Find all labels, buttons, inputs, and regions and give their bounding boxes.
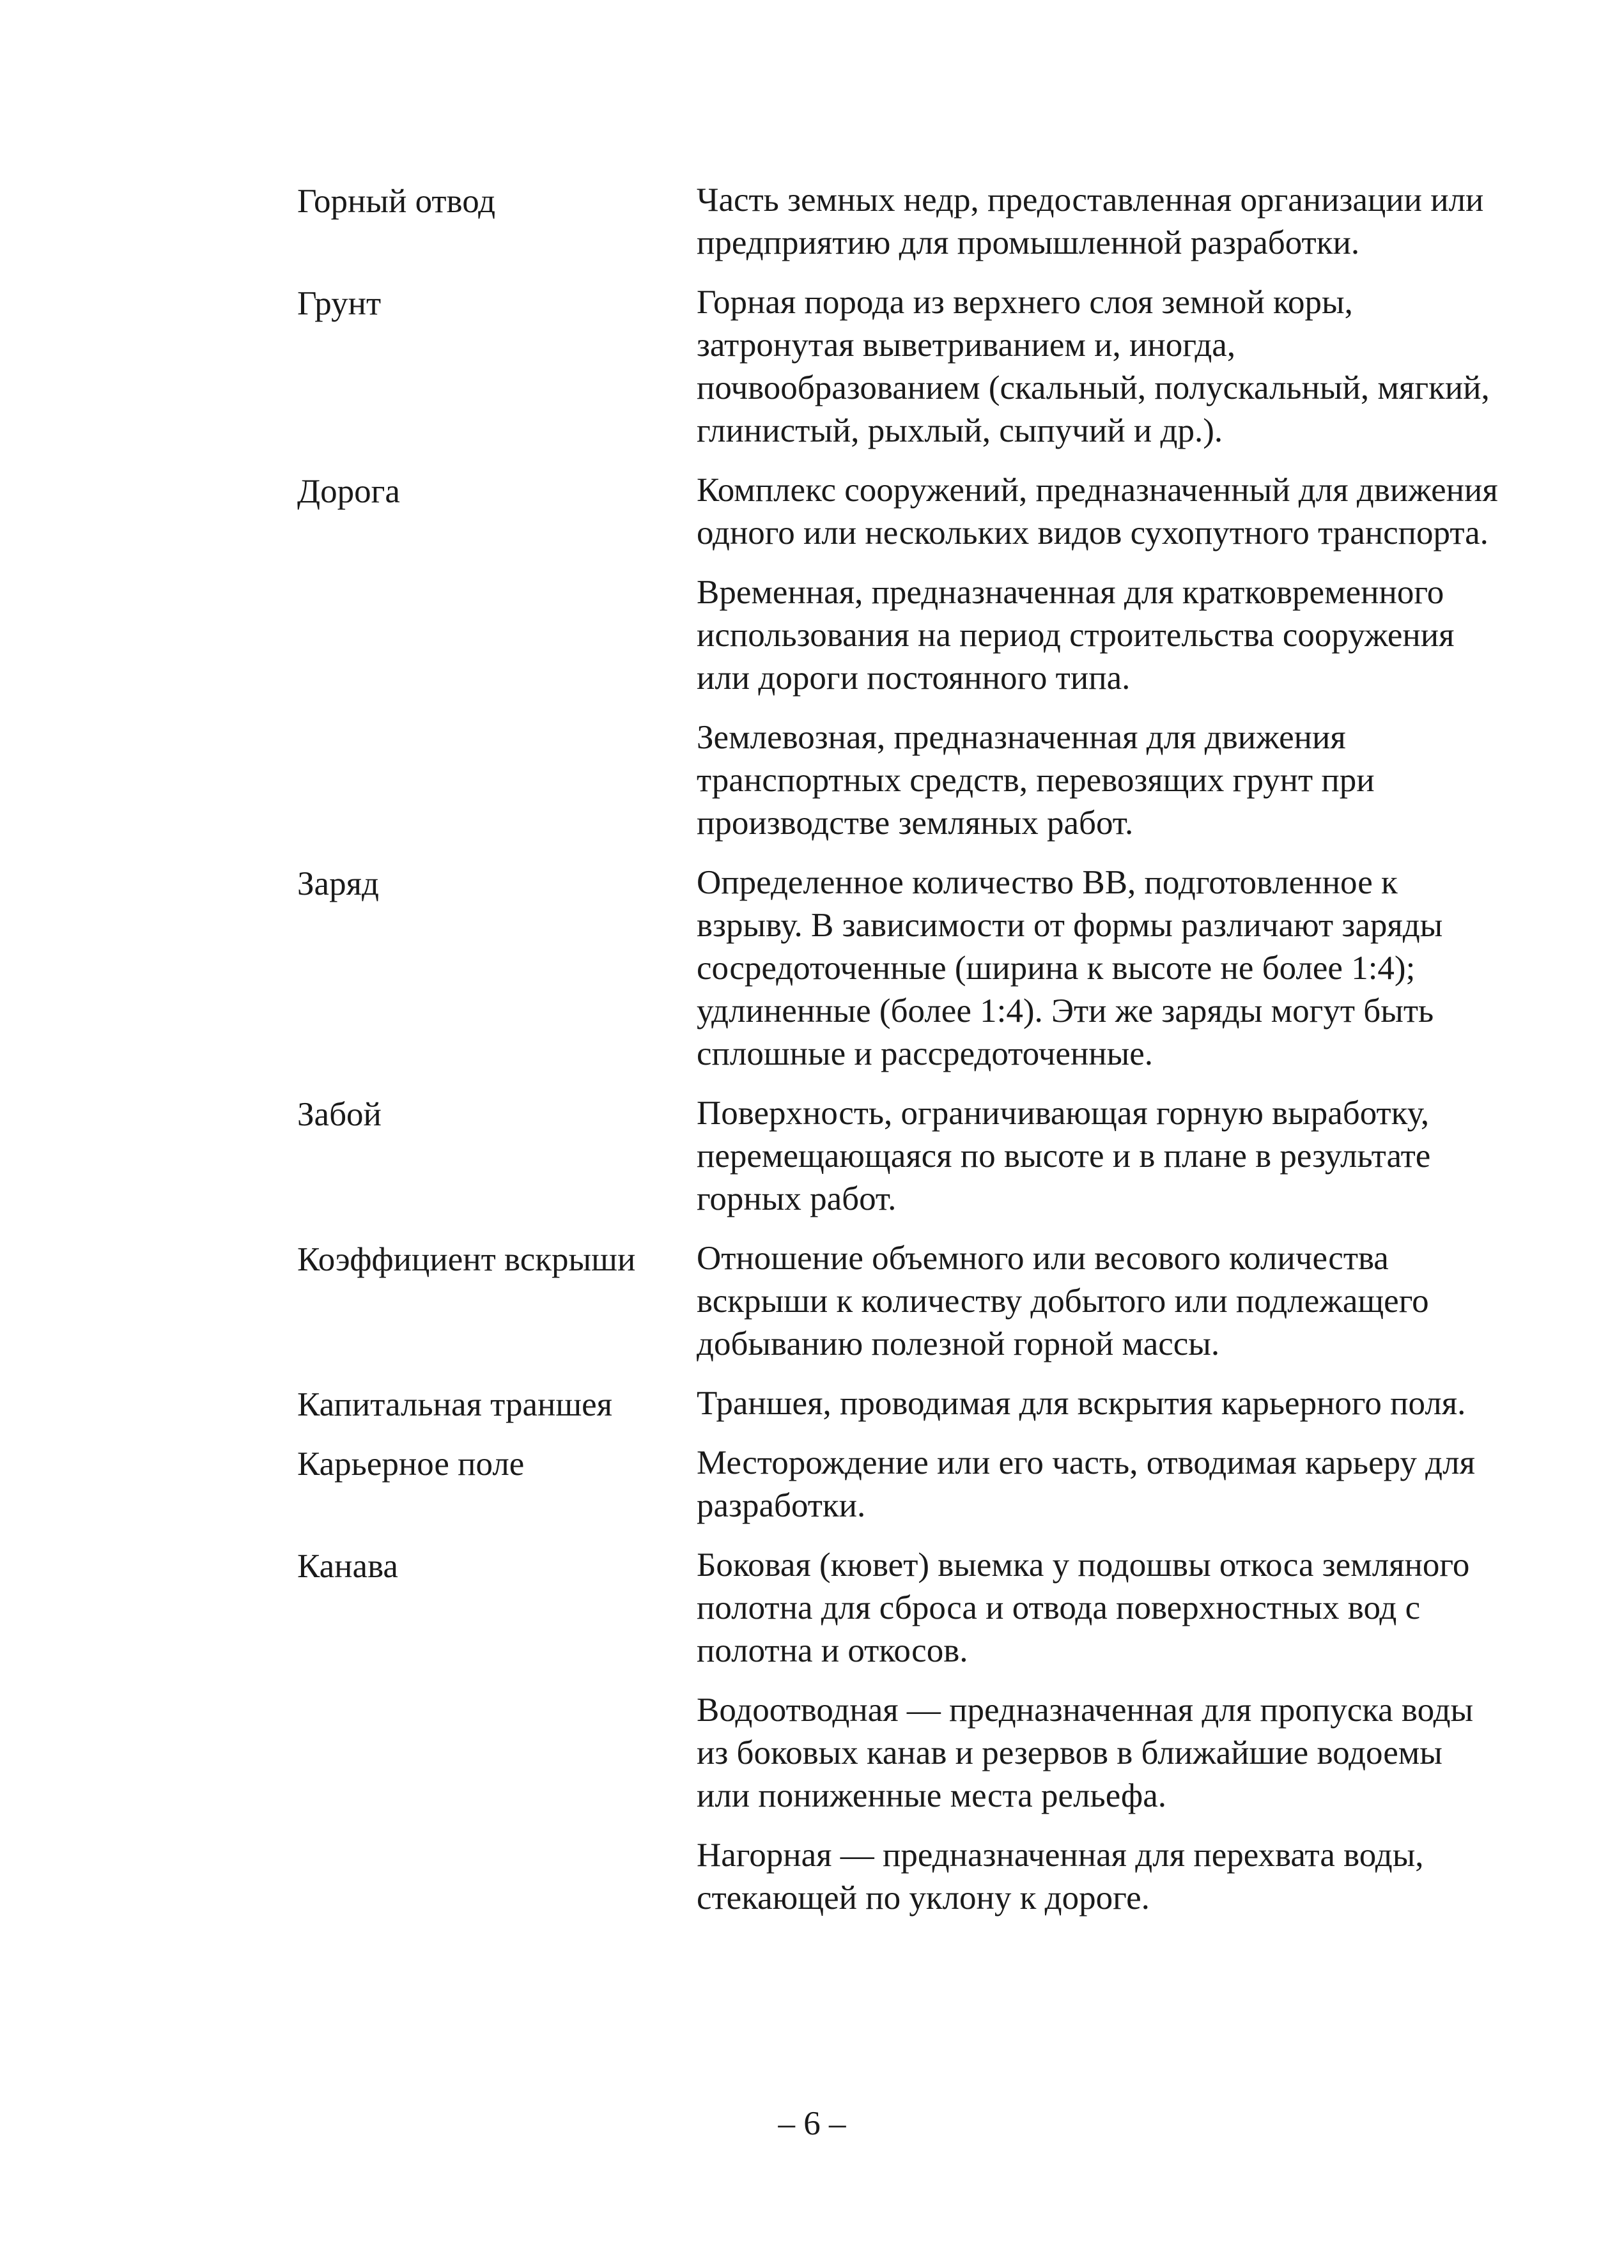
glossary-definitions bbox=[697, 1544, 1499, 1936]
glossary-definition: Временная, предназначенная для кратковременного использования на период строительства сооружения или дороги постоянного типа. bbox=[697, 574, 1455, 697]
glossary-definition: Отношение объемного или весового количества вскрыши к количеству добытого или подлежащего добыванию полезной горной массы. bbox=[697, 1240, 1429, 1362]
glossary-term: Горный отвод bbox=[297, 183, 496, 220]
glossary-entry bbox=[297, 179, 1499, 281]
glossary-entry bbox=[297, 861, 1499, 1092]
glossary-definition: Землевозная, предназначенная для движения транспортных средств, перевозящих грунт при производстве земляных работ. bbox=[697, 719, 1375, 842]
glossary-term: Дорога bbox=[297, 473, 400, 510]
glossary-term: Грунт bbox=[297, 285, 382, 322]
glossary-entry bbox=[297, 469, 1499, 861]
glossary-entry bbox=[297, 1382, 1499, 1442]
glossary-definitions bbox=[697, 179, 1499, 281]
glossary-entry bbox=[297, 1544, 1499, 1936]
glossary-definition: Определенное количество ВВ, подготовленное к взрыву. В зависимости от формы различают заряды сосредоточенные (ширина к высоте не более 1:4); удлиненные (более 1:4). Эти же заряды могут быть сплошные и рассредоточенные. bbox=[697, 864, 1443, 1072]
glossary-definition: Горная порода из верхнего слоя земной коры, затронутая выветриванием и, иногда, почвообразованием (скальный, полускальный, мягкий, глинистый, рыхлый, сыпучий и др.). bbox=[697, 284, 1490, 449]
glossary-entry bbox=[297, 1092, 1499, 1237]
glossary-entry bbox=[297, 1237, 1499, 1382]
glossary-term: Карьерное поле bbox=[297, 1446, 525, 1483]
glossary bbox=[297, 179, 1499, 1936]
glossary-definition: Поверхность, ограничивающая горную выработку, перемещающаяся по высоте и в плане в результате горных работ. bbox=[697, 1095, 1431, 1217]
glossary-definitions bbox=[697, 1092, 1499, 1237]
glossary-definition: Комплекс сооружений, предназначенный для движения одного или нескольких видов сухопутного транспорта. bbox=[697, 472, 1498, 552]
glossary-definitions bbox=[697, 861, 1499, 1092]
glossary-definitions bbox=[697, 1237, 1499, 1382]
glossary-definitions bbox=[697, 1442, 1499, 1544]
glossary-definitions bbox=[697, 281, 1499, 469]
glossary-definition: Боковая (кювет) выемка у подошвы откоса земляного полотна для сброса и отвода поверхностных вод с полотна и откосов. bbox=[697, 1547, 1470, 1669]
glossary-definitions bbox=[697, 1382, 1499, 1442]
glossary-term: Забой bbox=[297, 1096, 382, 1133]
glossary-term: Капитальная траншея bbox=[297, 1386, 613, 1423]
glossary-entry bbox=[297, 1442, 1499, 1544]
glossary-term: Канава bbox=[297, 1548, 398, 1585]
glossary-term: Коэффициент вскрыши bbox=[297, 1241, 636, 1278]
glossary-entry bbox=[297, 281, 1499, 469]
glossary-definition: Водоотводная — предназначенная для пропуска воды из боковых канав и резервов в ближайшие водоемы или пониженные места рельефа. bbox=[697, 1692, 1474, 1814]
glossary-definition: Часть земных недр, предоставленная организации или предприятию для промышленной разработки. bbox=[697, 181, 1484, 261]
glossary-term: Заряд bbox=[297, 865, 379, 902]
glossary-definition: Траншея, проводимая для вскрытия карьерного поля. bbox=[697, 1385, 1466, 1422]
page-number: – 6 – bbox=[778, 2105, 846, 2142]
glossary-definition: Нагорная — предназначенная для перехвата воды, стекающей по уклону к дороге. bbox=[697, 1837, 1424, 1917]
glossary-definition: Месторождение или его часть, отводимая карьеру для разработки. bbox=[697, 1444, 1475, 1524]
glossary-definitions bbox=[697, 469, 1499, 861]
